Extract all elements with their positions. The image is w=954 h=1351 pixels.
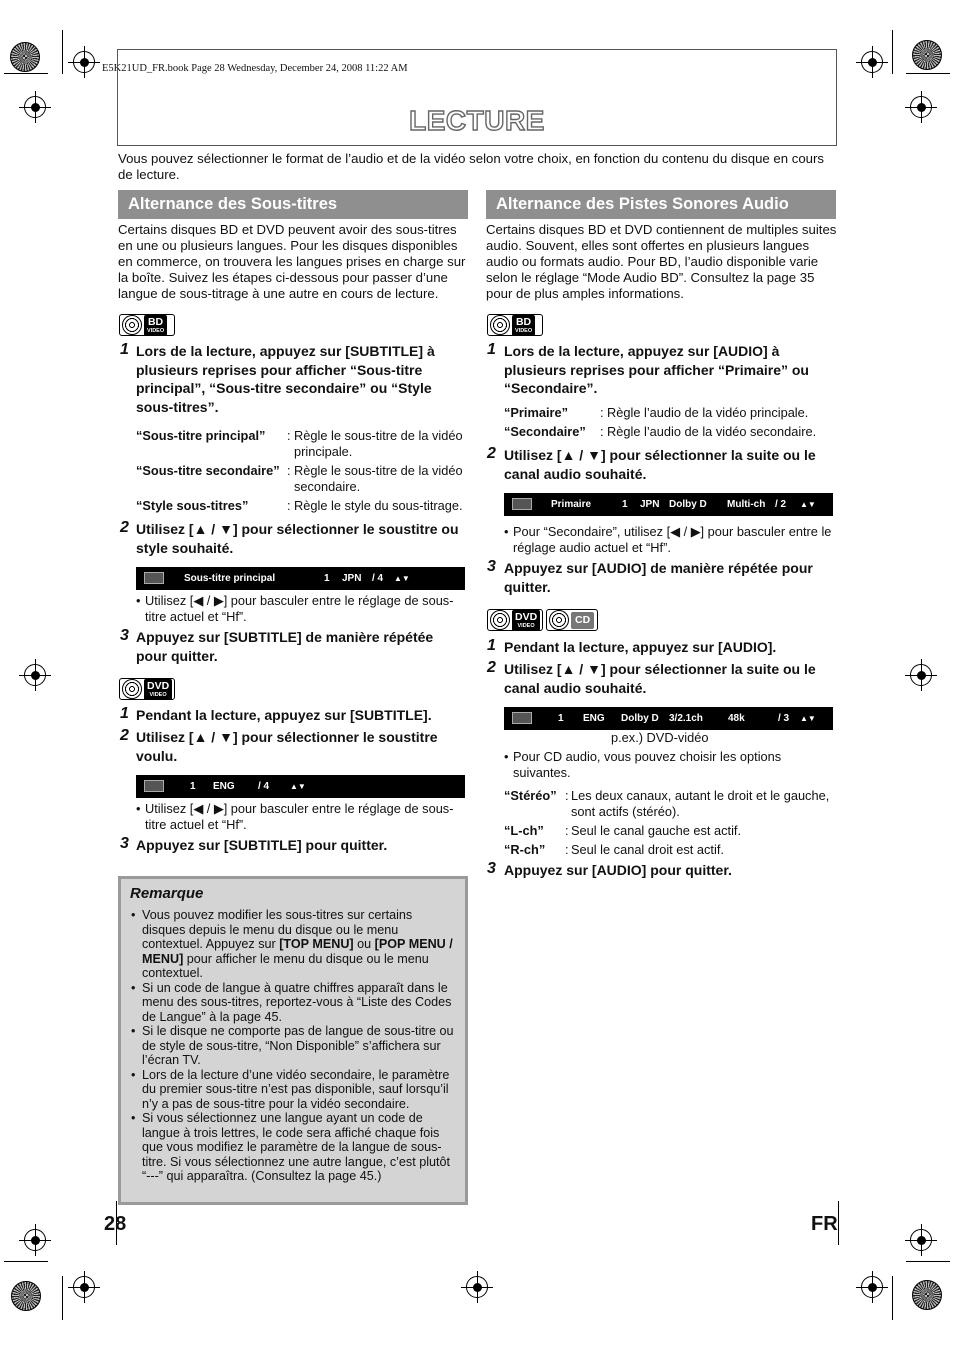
registration-mark-top <box>73 51 95 73</box>
remark-item: • Vous pouvez modifier les sous-titres sur certains disques depuis le menu du disque ou le menu contextuel. Appuyez sur [TOP MENU] ou [POP MENU / MENU] pour afficher le menu du disque ou le menu contextuel. <box>130 908 458 981</box>
step-text: Appuyez sur [SUBTITLE] de manière répétée pour quitter. <box>136 629 434 664</box>
bd-video-badge: BD VIDEO <box>487 314 543 336</box>
step-number: 1 <box>487 341 496 358</box>
registration-mark-left-top <box>24 96 46 118</box>
section-heading-subtitles: Alternance des Sous-titres <box>118 190 468 219</box>
registration-mark-bottom-center <box>466 1276 488 1298</box>
remark-title: Remarque <box>130 885 204 902</box>
step-number: 1 <box>487 637 496 654</box>
step-text: Utilisez [▲ / ▼] pour sélectionner le soustitre ou style souhaité. <box>136 521 459 556</box>
step-text: Utilisez [▲ / ▼] pour sélectionner la suite ou le canal audio souhaité. <box>504 661 816 696</box>
step-number: 2 <box>120 727 129 744</box>
remark-item: • Si un code de langue à quatre chiffres apparaît dans le menu des sous-titres, reportez-vous à “Liste des Codes de Langue” à la page 45. <box>130 981 458 1025</box>
up-down-arrow-icon: ▲▼ <box>800 500 816 509</box>
up-down-arrow-icon: ▲▼ <box>394 574 410 583</box>
subtitles-intro: Certains disques BD et DVD peuvent avoir des sous-titres en une ou plusieurs langues. Pour les disques disponibles en commerce, on trouvera les langues prises en charge sur la boîte. Suivez les étapes ci-dessous pour passer d’une langue de sous-titrage à une autre en cours de lecture. <box>118 222 466 301</box>
registration-mark-right-mid <box>910 664 932 686</box>
remark-item: • Lors de la lecture d’une vidéo secondaire, le paramètre du premier sous-titre n’est pas disponible, sauf lorsqu’il n’y a pas de sous-titre pour la vidéo secondaire. <box>130 1068 458 1112</box>
registration-mark-right-top <box>910 96 932 118</box>
step-number: 2 <box>487 445 496 462</box>
page-title: LECTURE <box>409 105 545 136</box>
subtitle-icon <box>144 572 164 584</box>
registration-mark-top-right <box>861 51 883 73</box>
up-down-arrow-icon: ▲▼ <box>800 714 816 723</box>
step-number: 2 <box>120 519 129 536</box>
step-text: Lors de la lecture, appuyez sur [AUDIO] à plusieurs reprises pour afficher “Primaire” ou “Secondaire”. <box>504 343 809 396</box>
registration-mark-bottom-left <box>73 1276 95 1298</box>
remark-item: • Si le disque ne comporte pas de langue de sous-titre ou de style de sous-titre, “Non Disponible” s’affichera sur l’écran TV. <box>130 1024 458 1068</box>
step-text: Appuyez sur [AUDIO] pour quitter. <box>504 862 732 878</box>
audio-icon <box>512 712 532 724</box>
registration-sunburst-bottom-right <box>912 1280 942 1310</box>
step-number: 2 <box>487 659 496 676</box>
disc-icon <box>490 610 510 630</box>
step-text: Lors de la lecture, appuyez sur [SUBTITLE] à plusieurs reprises pour afficher “Sous-titre principal”, “Sous-titre secondaire” ou “Style sous-titres”. <box>136 343 435 415</box>
registration-mark-left-bottom <box>24 1229 46 1251</box>
up-down-arrow-icon: ▲▼ <box>290 782 306 791</box>
disc-icon <box>490 315 510 335</box>
step-number: 1 <box>120 341 129 358</box>
registration-sunburst-top-right <box>912 40 942 70</box>
step-number: 3 <box>120 835 129 852</box>
step-text: Utilisez [▲ / ▼] pour sélectionner la suite ou le canal audio souhaité. <box>504 447 816 482</box>
cd-badge: CD <box>546 609 598 631</box>
remark-box <box>118 876 468 1205</box>
registration-sunburst-top-left <box>10 42 40 72</box>
step-number: 3 <box>120 627 129 644</box>
step-number: 3 <box>487 860 496 877</box>
osd-caption: p.ex.) DVD-vidéo <box>611 730 709 745</box>
registration-mark-left-mid <box>24 664 46 686</box>
audio-intro: Certains disques BD et DVD contiennent de multiples suites audio. Souvent, elles sont offertes en plusieurs langues audio ou formats audio. Pour BD, l’audio disponible varie selon le réglage “Mode Audio BD”. Consultez la page 35 pour de plus amples informations. <box>486 222 837 301</box>
section-heading-audio: Alternance des Pistes Sonores Audio <box>486 190 836 219</box>
disc-icon <box>122 315 142 335</box>
step-text: Appuyez sur [AUDIO] de manière répétée pour quitter. <box>504 560 813 595</box>
bullet-note: • Utilisez [◀ / ▶] pour basculer entre le réglage de sous-titre actuel et “Hf”. <box>136 593 454 624</box>
registration-mark-bottom-right <box>861 1276 883 1298</box>
bullet-note: • Pour “Secondaire”, utilisez [◀ / ▶] pour basculer entre le réglage audio actuel et “Hf”. <box>504 524 832 555</box>
page-number: 28 <box>104 1213 127 1235</box>
bd-video-badge: BD VIDEO <box>119 314 175 336</box>
audio-icon <box>512 498 532 510</box>
remark-item: • Si vous sélectionnez une langue ayant un code de langue à trois lettres, le code sera affiché chaque fois que vous modifiez le paramètre de la langue de sous-titre. Si vous sélectionnez une autre langue, c’est plutôt “---” qui apparaîtra. (Consultez la page 45.) <box>130 1111 458 1184</box>
subtitle-icon <box>144 780 164 792</box>
bullet-note: • Utilisez [◀ / ▶] pour basculer entre le réglage de sous-titre actuel et “Hf”. <box>136 801 454 832</box>
step-number: 1 <box>120 705 129 722</box>
remark-list <box>130 908 458 1184</box>
step-text: Utilisez [▲ / ▼] pour sélectionner le soustitre voulu. <box>136 729 438 764</box>
intro-paragraph: Vous pouvez sélectionner le format de l’audio et de la vidéo selon votre choix, en fonction du contenu du disque en cours de lecture. <box>118 151 824 182</box>
subtitle-osd-bar: Sous-titre principal 1 JPN / 4 ▲▼ <box>136 567 465 590</box>
step-text: Pendant la lecture, appuyez sur [SUBTITLE]. <box>136 707 432 723</box>
dvd-subtitle-osd-bar: 1 ENG / 4 ▲▼ <box>136 775 465 798</box>
print-header-note: E5K21UD_FR.book Page 28 Wednesday, December 24, 2008 11:22 AM <box>102 63 408 74</box>
dvd-audio-osd-bar: 1 ENG Dolby D 3/2.1ch 48k / 3 ▲▼ <box>504 707 833 730</box>
step-text: Appuyez sur [SUBTITLE] pour quitter. <box>136 837 388 853</box>
disc-icon <box>122 679 142 699</box>
step-text: Pendant la lecture, appuyez sur [AUDIO]. <box>504 639 777 655</box>
bullet-note: • Pour CD audio, vous pouvez choisir les options suivantes. <box>504 749 782 780</box>
step-number: 3 <box>487 558 496 575</box>
language-code: FR <box>811 1213 838 1235</box>
audio-osd-bar: Primaire 1 JPN Dolby D Multi-ch / 2 ▲▼ <box>504 493 833 516</box>
registration-sunburst-bottom-left <box>11 1281 41 1311</box>
disc-icon <box>549 610 569 630</box>
dvd-video-badge: DVD VIDEO <box>119 678 175 700</box>
dvd-video-badge: DVD VIDEO <box>487 609 543 631</box>
registration-mark-right-bottom <box>910 1229 932 1251</box>
